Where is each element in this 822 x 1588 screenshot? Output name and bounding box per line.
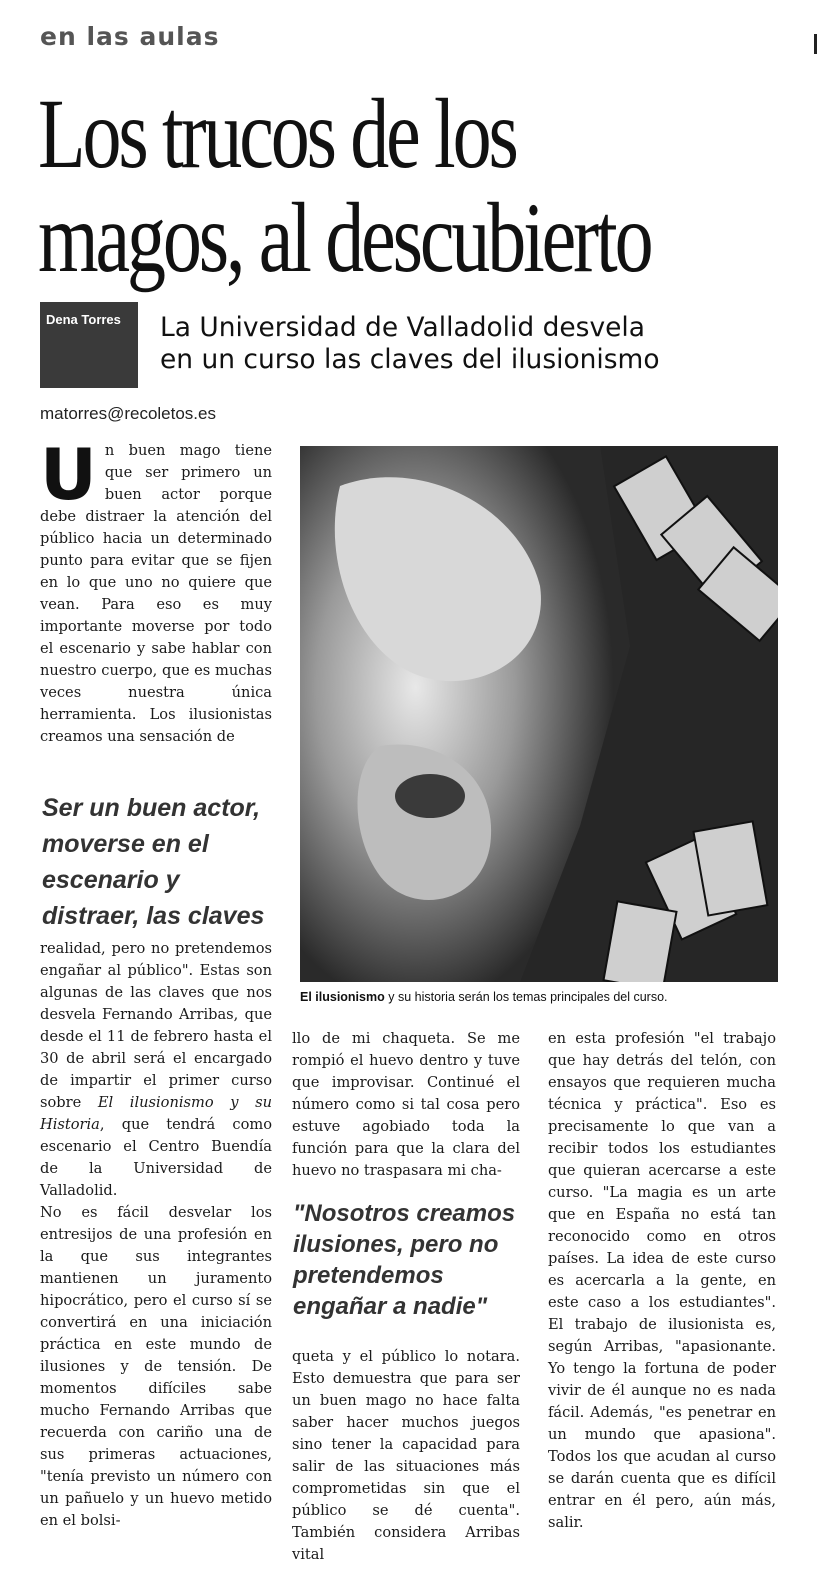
paragraph: en esta profesión "el trabajo que hay detrás del telón, con ensayos que requieren mucha técnica y práctica". Eso es precisamente lo que van a recibir todos los estudiantes que quieran acercarse a este curso. "La magia es un arte que en España no está tan reconocido como en otros países. La idea de este curso es acercarla a la gente, en este caso a los estudiantes". El trabajo de ilusionista es, según Arribas, "apasionante. Yo tengo la fortuna de poder vivir de él aunque no es nada fácil. Además, "es penetrar en un mundo que apasiona". Todos los que acudan al curso se darán cuenta que es difícil entrar en él pero, aún más, salir. <box>548 1030 776 1531</box>
lead-paragraph: n buen mago tiene que ser primero un buen actor porque debe distraer la atención del público hacia un determinado punto para evitar que se fijen en lo que uno no quiere que vean. Para eso es muy importante moverse por todo el escenario y sabe hablar con nuestro cuerpo, que es muchas veces nuestra única herramienta. Los ilusionistas creamos una sensación de <box>40 442 272 745</box>
headline <box>38 78 651 293</box>
paragraph: No es fácil desvelar los entresijos de una profesión en la que sus integrantes mantienen un juramento hipocrático, pero el curso sí se convertirá en una iniciación práctica en este mundo de ilusiones y de tensión. De momentos difíciles sabe mucho Fernando Arribas que recuerda con cariño una de sus primeras actuaciones, "tenía previsto un número con un pañuelo y un huevo metido en el bolsi- <box>40 1204 272 1529</box>
pull-quote-1: Ser un buen actor, moverse en el escenario y distraer, las claves <box>42 794 265 930</box>
subheadline <box>160 312 660 376</box>
column-2-bottom <box>292 1346 520 1566</box>
subhead-line-2: en un curso las claves del ilusionismo <box>160 344 660 375</box>
drop-cap: U <box>40 434 97 516</box>
text-run: , que tendrá como escenario el Centro Buendía de la Universidad de Valladolid. <box>40 1116 272 1199</box>
caption-bold: El ilusionismo <box>300 990 385 1004</box>
caption-text: y su historia serán los temas principales del curso. <box>384 990 668 1004</box>
column-1-bottom <box>40 938 272 1532</box>
column-1-top <box>40 434 272 748</box>
headline-line-2: magos, al descubierto <box>38 182 651 293</box>
text-run: realidad, pero no pretendemos engañar al público". Estas son algunas de las claves que nos desvela Fernando Arribas, que desde el 11 de febrero hasta el 30 de abril será el encargado de impartir el primer curso sobre <box>40 940 272 1111</box>
photo-caption <box>300 990 780 1004</box>
magician-photo-illustration <box>300 446 778 982</box>
paragraph: queta y el público lo notara. Esto demuestra que para ser un buen mago no hace falta saber hacer muchos juegos sino tener la capacidad para salir de las situaciones más comprometidas sin que el público se dé cuenta". También considera Arribas vital <box>292 1348 520 1563</box>
author-name: Dena Torres <box>46 312 121 327</box>
paragraph: llo de mi chaqueta. Se me rompió el huevo dentro y tuve que improvisar. Continué el número como si tal cosa pero estuve agobiado toda la función para que la clara del huevo no traspasara mi cha- <box>292 1030 520 1179</box>
course-title: El ilusionismo y su Historia <box>40 1094 272 1133</box>
subhead-line-1: La Universidad de Valladolid desvela <box>160 312 645 343</box>
section-tag: en las aulas <box>40 22 220 51</box>
paragraph <box>40 938 272 1202</box>
column-3 <box>548 1028 776 1534</box>
column-2-top <box>292 1028 520 1182</box>
pull-quote-2: "Nosotros creamos ilusiones, pero no pretendemos engañar a nadie" <box>293 1200 516 1320</box>
edge-rule <box>814 34 817 54</box>
article-photo <box>300 446 778 982</box>
author-email: matorres@recoletos.es <box>40 404 216 423</box>
headline-line-1: Los trucos de los <box>38 78 516 189</box>
